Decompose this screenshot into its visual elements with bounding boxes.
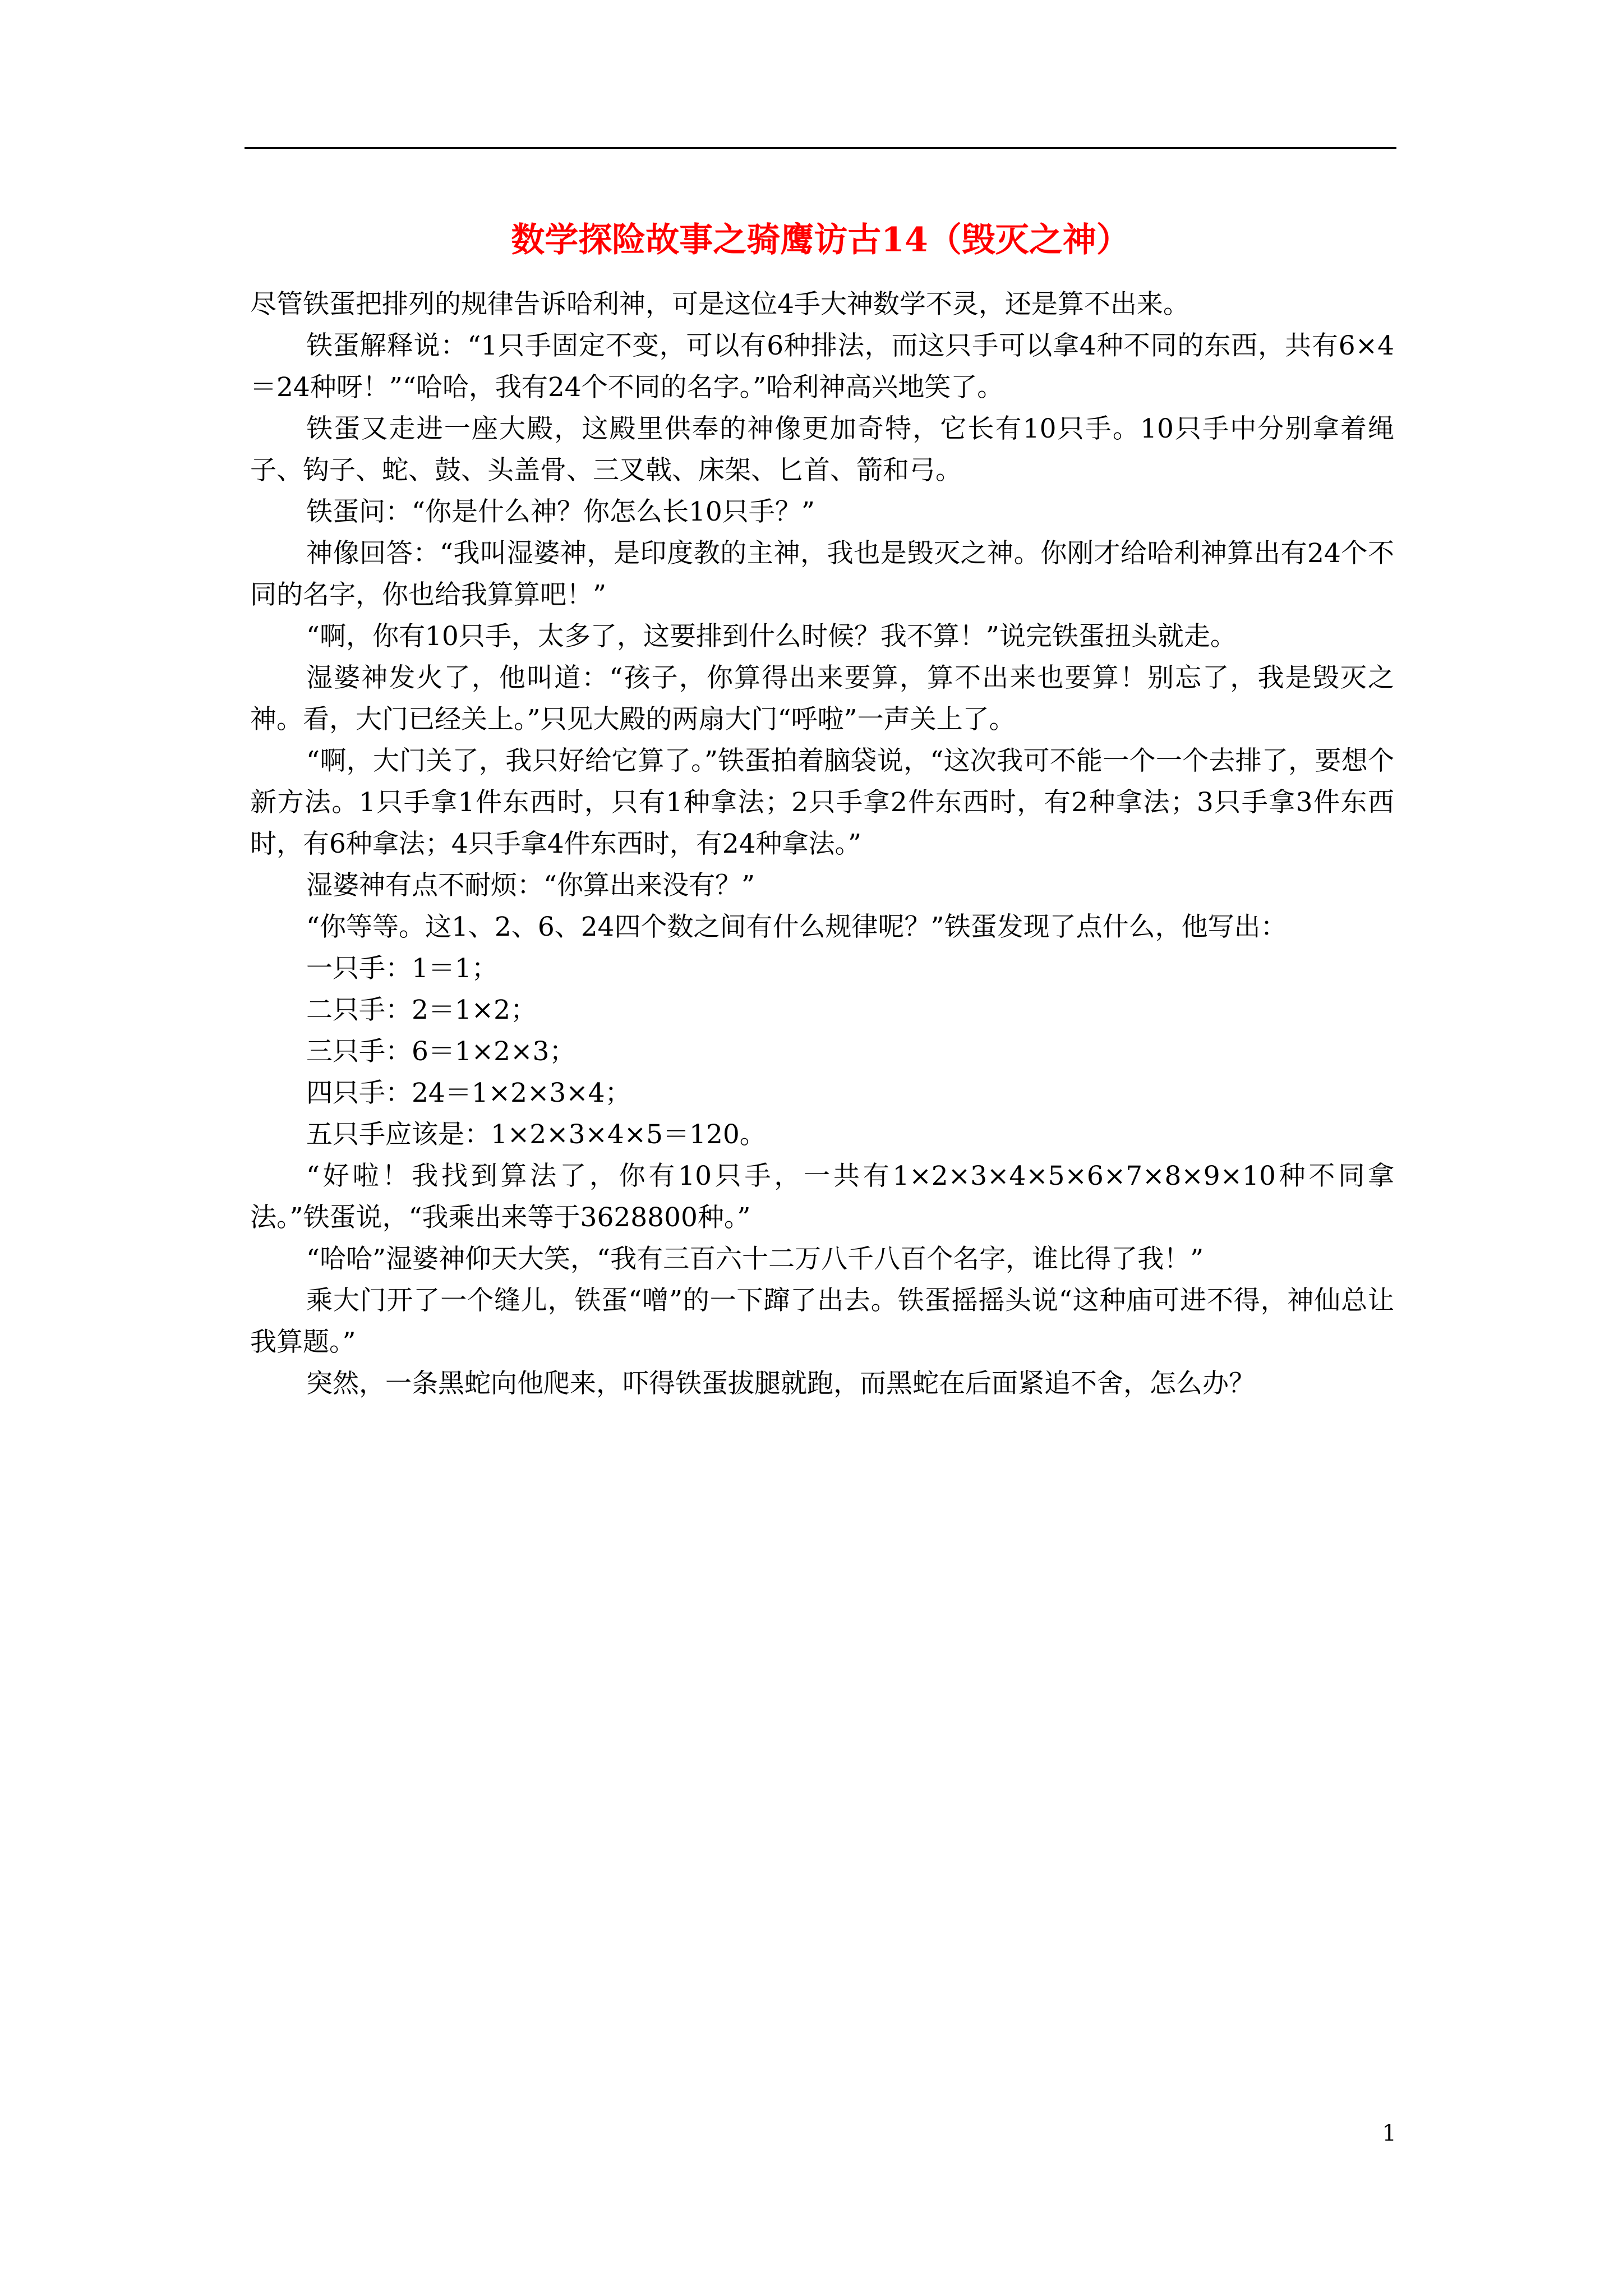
- paragraph: 铁蛋问：“你是什么神？你怎么长10只手？”: [306, 496, 815, 527]
- equation-line: 四只手：24＝1×2×3×4；: [306, 1078, 631, 1108]
- document-body: [250, 284, 1394, 1405]
- paragraph: 乘大门开了一个缝儿，铁蛋“噌”的一下蹿了出去。铁蛋摇摇头说“这种庙可进不得，神仙总让我算题。”: [250, 1285, 1394, 1358]
- equation-line: 五只手应该是：1×2×3×4×5＝120。: [306, 1119, 766, 1150]
- header-rule: [245, 147, 1396, 149]
- paragraph: “啊，大门关了，我只好给它算了。”铁蛋拍着脑袋说，“这次我可不能一个一个去排了，要想个新方法。1只手拿1件东西时，只有1种拿法；2只手拿2件东西时，有2种拿法；3只手拿3件东西时，有6种拿法；4只手拿4件东西时，有24种拿法。”: [250, 746, 1394, 859]
- paragraph: “啊，你有10只手，太多了，这要排到什么时候？我不算！”说完铁蛋扭头就走。: [306, 621, 1237, 652]
- paragraph: 突然，一条黑蛇向他爬来，吓得铁蛋拔腿就跑，而黑蛇在后面紧追不舍，怎么办？: [306, 1368, 1255, 1399]
- paragraph: “哈哈”湿婆神仰天大笑，“我有三百六十二万八千八百个名字，谁比得了我！”: [306, 1244, 1204, 1274]
- page-number: 1: [1382, 2120, 1396, 2146]
- paragraph: “好啦！我找到算法了，你有10只手，一共有1×2×3×4×5×6×7×8×9×10种不同拿法。”铁蛋说，“我乘出来等于3628800种。”: [250, 1161, 1394, 1233]
- paragraph: 铁蛋解释说：“1只手固定不变，可以有6种排法，而这只手可以拿4种不同的东西，共有6×4＝24种呀！”“哈哈，我有24个不同的名字。”哈利神高兴地笑了。: [250, 330, 1394, 403]
- document-title: 数学探险故事之骑鹰访古14（毁灭之神）: [511, 220, 1130, 260]
- paragraph: 湿婆神发火了，他叫道：“孩子，你算得出来要算，算不出来也要算！别忘了，我是毁灭之神。看，大门已经关上。”只见大殿的两扇大门“呼啦”一声关上了。: [250, 662, 1394, 735]
- equation-line: 一只手：1＝1；: [306, 953, 498, 984]
- paragraph: 神像回答：“我叫湿婆神，是印度教的主神，我也是毁灭之神。你刚才给哈利神算出有24个不同的名字，你也给我算算吧！”: [250, 538, 1394, 610]
- equation-line: 三只手：6＝1×2×3；: [306, 1036, 576, 1067]
- paragraph: 尽管铁蛋把排列的规律告诉哈利神，可是这位4手大神数学不灵，还是算不出来。: [250, 289, 1189, 320]
- paragraph: “你等等。这1、2、6、24四个数之间有什么规律呢？”铁蛋发现了点什么，他写出：: [306, 912, 1287, 942]
- equation-line: 二只手：2＝1×2；: [306, 995, 537, 1025]
- paragraph: 铁蛋又走进一座大殿，这殿里供奉的神像更加奇特，它长有10只手。10只手中分别拿着绳子、钩子、蛇、鼓、头盖骨、三叉戟、床架、匕首、箭和弓。: [250, 413, 1394, 486]
- paragraph: 湿婆神有点不耐烦：“你算出来没有？”: [306, 870, 755, 901]
